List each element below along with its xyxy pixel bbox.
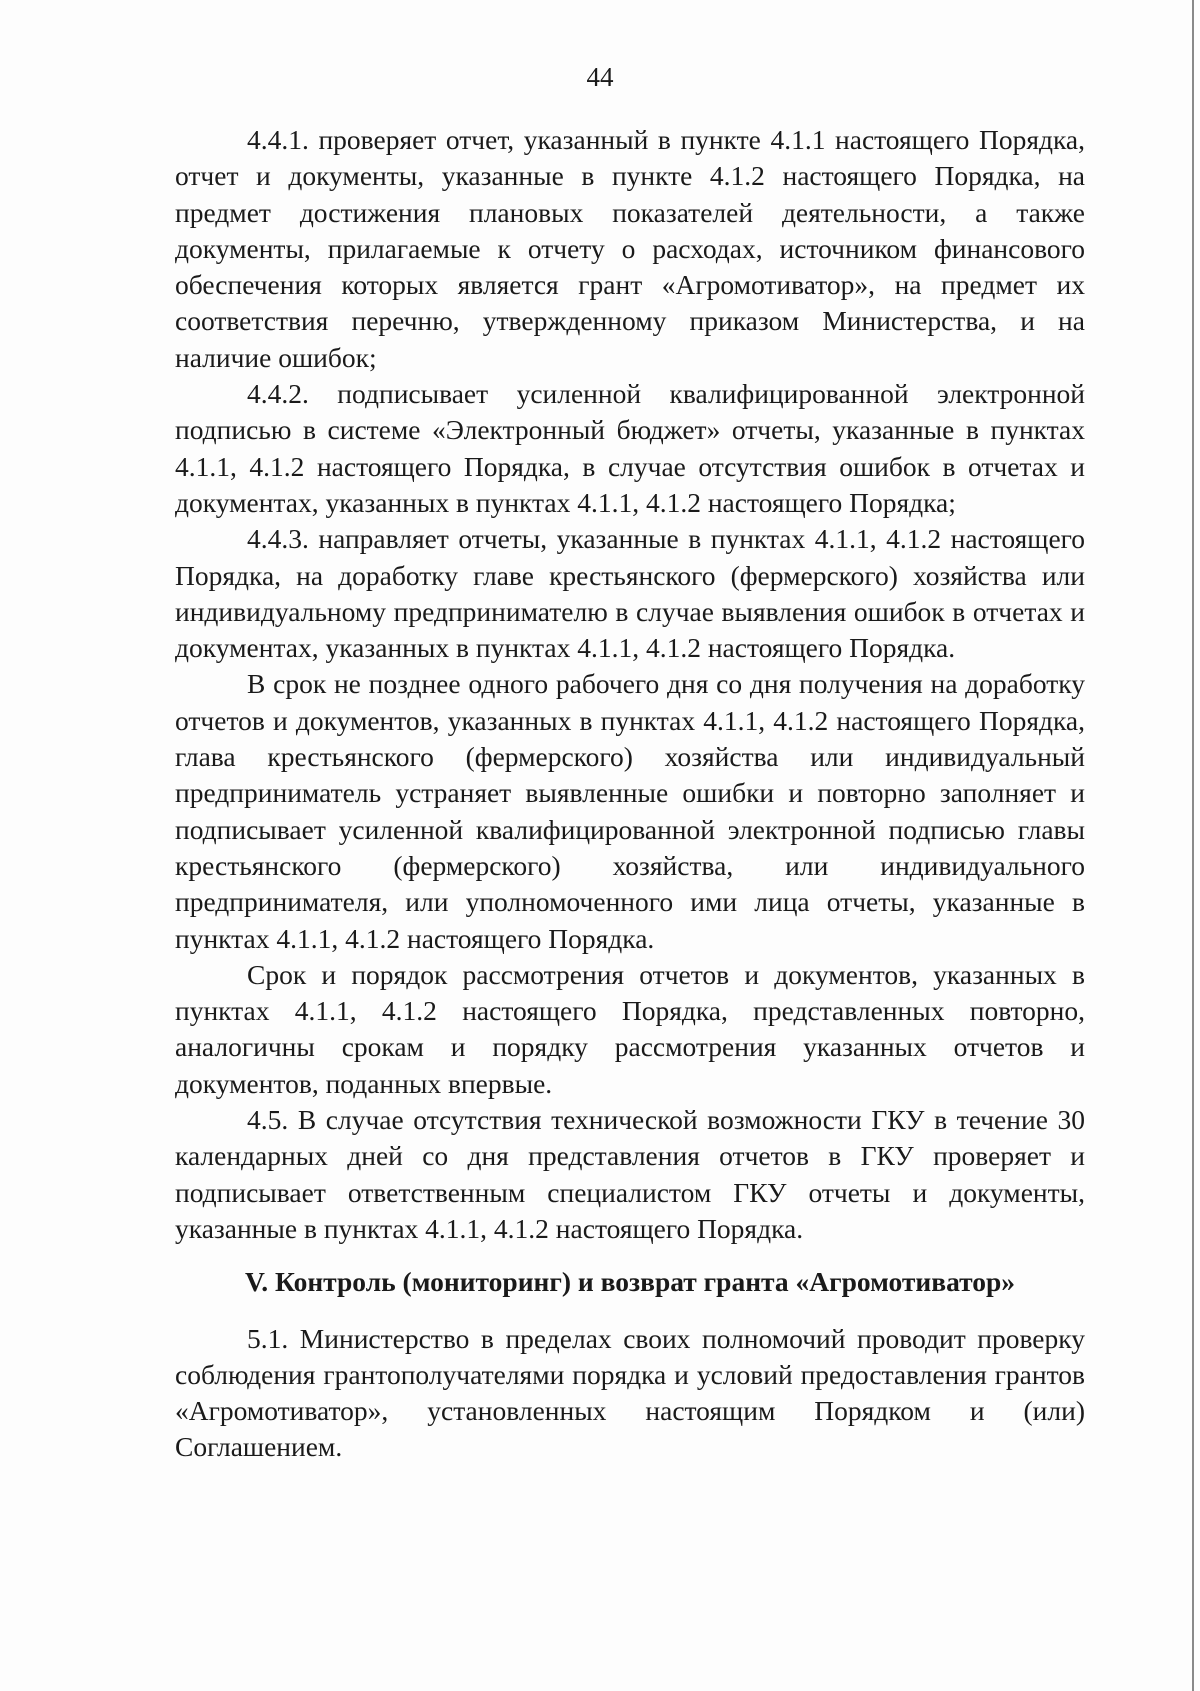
scan-edge-line [1192,0,1194,1691]
document-body [175,122,1085,1466]
page-number: 44 [586,62,614,92]
paragraph-4-4-1: 4.4.1. проверяет отчет, указанный в пункте 4.1.1 настоящего Порядка, отчет и документы, указанные в пункте 4.1.2 настоящего Порядка, на предмет достижения плановых показателей деятельности, а также документы, прилагаемые к отчету о расходах, источником финансового обеспечения которых является грант «Агромотиватор», на предмет их соответствия перечню, утвержденному приказом Министерства, и на наличие ошибок; [175,124,1085,373]
paragraph-4-4-3: 4.4.3. направляет отчеты, указанные в пунктах 4.1.1, 4.1.2 настоящего Порядка, на доработку главе крестьянского (фермерского) хозяйства или индивидуальному предпринимателю в случае выявления ошибок в отчетах и документах, указанных в пунктах 4.1.1, 4.1.2 настоящего Порядка. [175,523,1085,664]
paragraph-5-1: 5.1. Министерство в пределах своих полномочий проводит проверку соблюдения грантополучателями порядка и условий предоставления грантов «Агромотиватор», установленных настоящим Порядком и (или) Соглашением. [175,1322,1085,1463]
paragraph-4-4-2: 4.4.2. подписывает усиленной квалифицированной электронной подписью в системе «Электронный бюджет» отчеты, указанные в пунктах 4.1.1, 4.1.2 настоящего Порядка, в случае отсутствия ошибок в отчетах и документах, указанных в пунктах 4.1.1, 4.1.2 настоящего Порядка; [175,378,1085,518]
paragraph-4-5: 4.5. В случае отсутствия технической возможности ГКУ в течение 30 календарных дней со дня представления отчетов в ГКУ проверяет и подписывает ответственным специалистом ГКУ отчеты и документы, указанные в пунктах 4.1.1, 4.1.2 настоящего Порядка. [175,1104,1085,1244]
paragraph-rework-deadline: В срок не позднее одного рабочего дня со дня получения на доработку отчетов и документов, указанных в пунктах 4.1.1, 4.1.2 настоящего Порядка, глава крестьянского (фермерского) хозяйства или индивидуальный предприниматель устраняет выявленные ошибки и повторно заполняет и подписывает усиленной квалифицированной электронной подписью главы крестьянского (фермерского) хозяйства, или индивидуального предпринимателя, или уполномоченного ими лица отчеты, указанные в пунктах 4.1.1, 4.1.2 настоящего Порядка. [175,668,1085,954]
paragraph-review-terms: Срок и порядок рассмотрения отчетов и документов, указанных в пунктах 4.1.1, 4.1.2 настоящего Порядка, представленных повторно, аналогичны срокам и порядку рассмотрения указанных отчетов и документов, поданных впервые. [175,958,1085,1099]
section-heading: V. Контроль (мониторинг) и возврат гранта «Агромотиватор» [244,1266,1016,1298]
